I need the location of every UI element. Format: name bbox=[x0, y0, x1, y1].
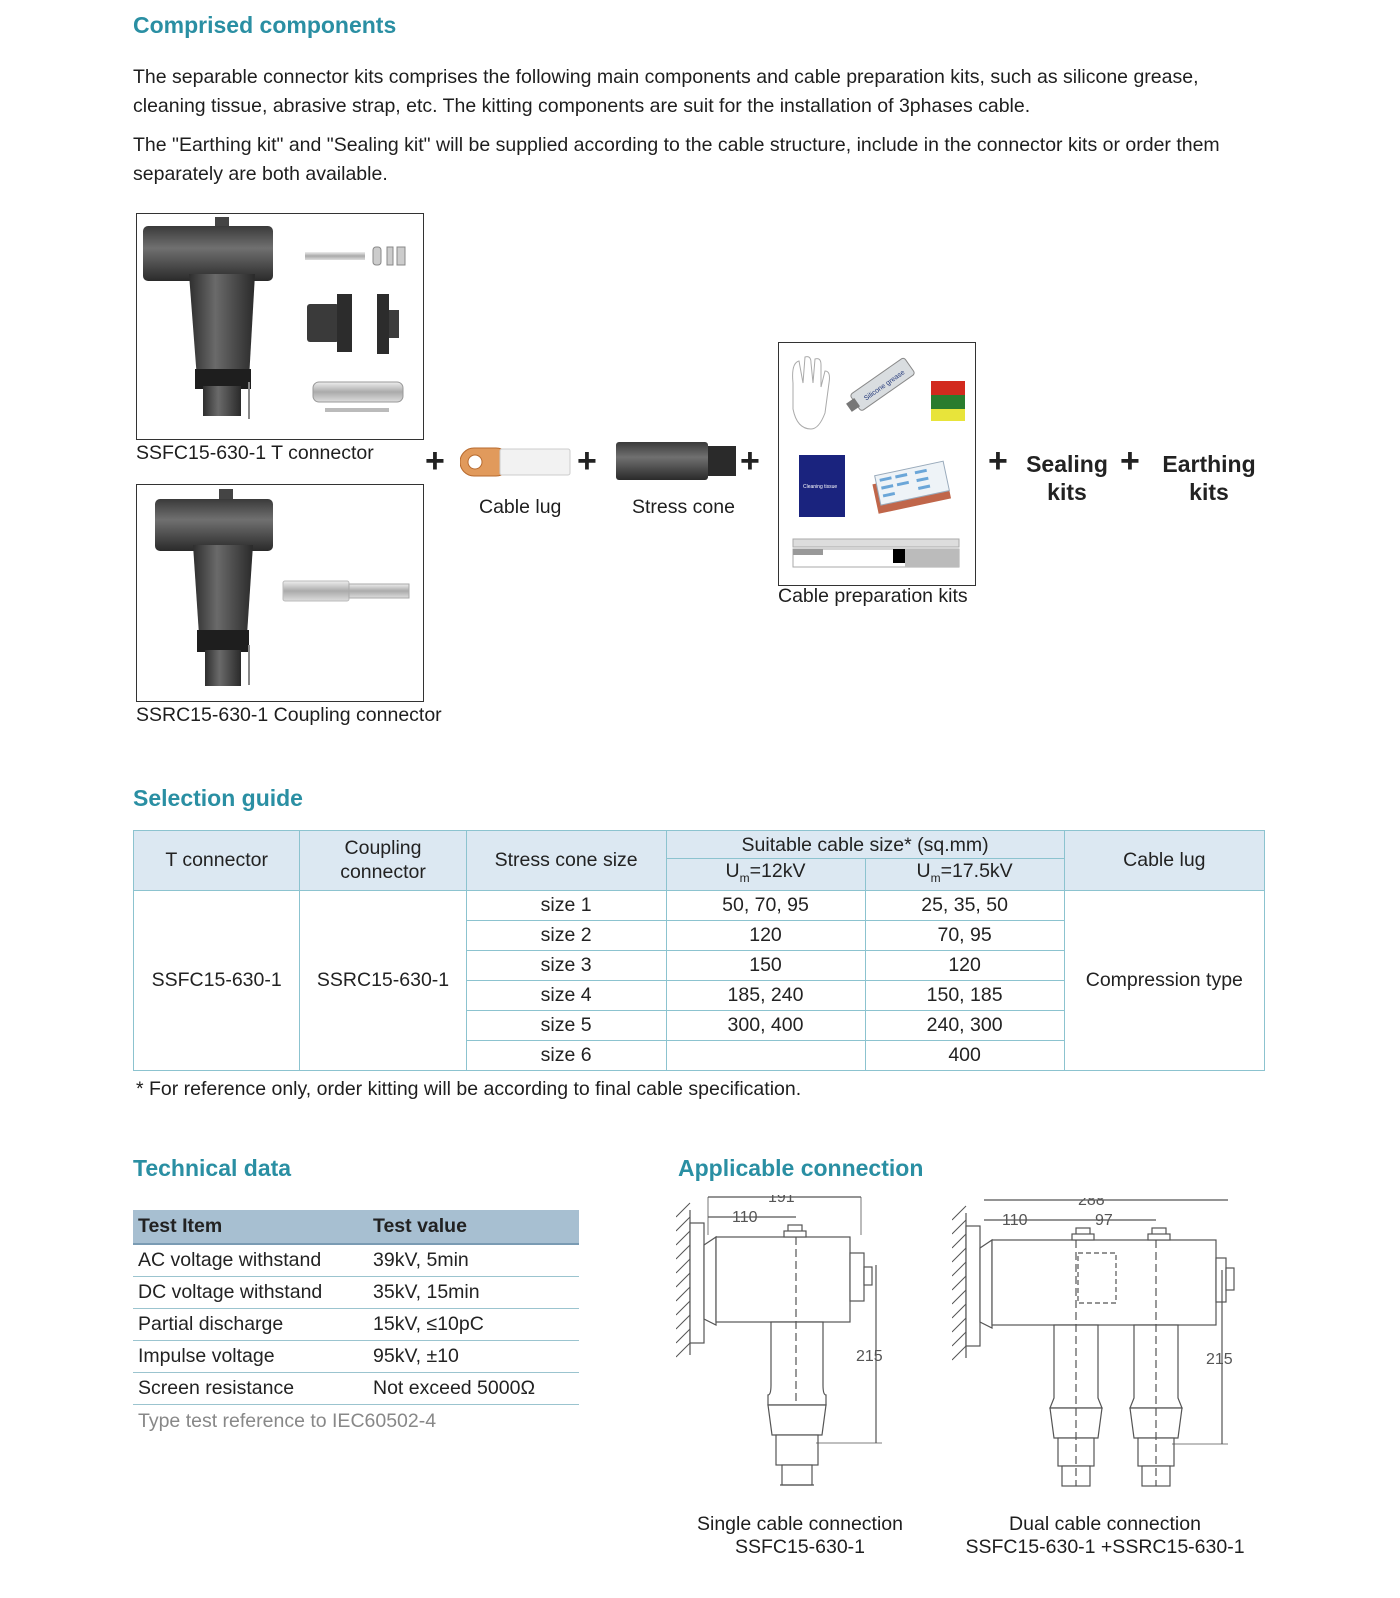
dim-height-single: 215 bbox=[856, 1348, 883, 1365]
cable-lug-photo bbox=[460, 446, 572, 483]
test-item-cell: AC voltage withstand bbox=[133, 1244, 368, 1277]
um17-cell: 240, 300 bbox=[865, 1010, 1064, 1040]
technical-note: Type test reference to IEC60502-4 bbox=[138, 1410, 437, 1432]
size-cell: size 2 bbox=[466, 920, 666, 950]
table-row bbox=[133, 1309, 579, 1341]
selection-footnote: * For reference only, order kitting will be according to final cable specification. bbox=[136, 1078, 802, 1100]
um17-cell: 400 bbox=[865, 1040, 1064, 1070]
um12-cell bbox=[666, 1040, 865, 1070]
header-cable-lug: Cable lug bbox=[1064, 831, 1264, 891]
header-um-12kv: $U_m=12kV$ bbox=[666, 859, 865, 891]
dual-caption-line2: SSFC15-630-1 +SSRC15-630-1 bbox=[965, 1536, 1245, 1558]
test-value-cell: 15kV, ≤10pC bbox=[368, 1309, 579, 1341]
cable-lug-caption: Cable lug bbox=[479, 496, 562, 518]
header-t-connector: T connector bbox=[134, 831, 300, 891]
plus-sign: + bbox=[988, 442, 1008, 480]
section-title-technical: Technical data bbox=[133, 1155, 292, 1181]
um17-cell: 120 bbox=[865, 950, 1064, 980]
cable-preparation-kits-photo bbox=[778, 342, 976, 586]
test-item-cell: Partial discharge bbox=[133, 1309, 368, 1341]
size-cell: size 6 bbox=[466, 1040, 666, 1070]
single-connection-caption bbox=[680, 1513, 920, 1559]
comprised-paragraph-2: The "Earthing kit" and "Sealing kit" will be supplied according to the cable structure, include in the connector kits or order them separately are both available. bbox=[133, 134, 1220, 185]
um17-cell: 25, 35, 50 bbox=[865, 890, 1064, 920]
um12-cell: 120 bbox=[666, 920, 865, 950]
table-row bbox=[133, 1373, 579, 1405]
um12-cell: 150 bbox=[666, 950, 865, 980]
coupling-connector-photo bbox=[136, 484, 424, 702]
section-title-applicable: Applicable connection bbox=[678, 1155, 924, 1181]
tissue-label: Cleaning tissue bbox=[803, 484, 838, 490]
table-row bbox=[133, 1277, 579, 1309]
um12-cell: 185, 240 bbox=[666, 980, 865, 1010]
header-test-item: Test Item bbox=[133, 1210, 368, 1244]
technical-table bbox=[133, 1210, 579, 1405]
selection-table bbox=[133, 830, 1265, 1071]
table-row bbox=[133, 1244, 579, 1277]
um17-cell: 150, 185 bbox=[865, 980, 1064, 1010]
t-connector-photo bbox=[136, 213, 424, 440]
size-cell: size 1 bbox=[466, 890, 666, 920]
t-connector-caption: SSFC15-630-1 T connector bbox=[136, 442, 374, 464]
dual-connection-drawing bbox=[952, 1198, 1252, 1523]
dim-left-dual: 110 bbox=[1002, 1212, 1028, 1229]
section-title-comprised: Comprised components bbox=[133, 12, 397, 38]
test-value-cell: 35kV, 15min bbox=[368, 1277, 579, 1309]
header-um-17-5kv: $U_m=17.5kV$ bbox=[865, 859, 1064, 891]
table-row bbox=[133, 1341, 579, 1373]
test-item-cell: Impulse voltage bbox=[133, 1341, 368, 1373]
cable-preparation-kits-caption: Cable preparation kits bbox=[778, 585, 968, 607]
dim-height-dual: 215 bbox=[1206, 1351, 1233, 1368]
test-item-cell: DC voltage withstand bbox=[133, 1277, 368, 1309]
dim-mid-dual: 97 bbox=[1095, 1212, 1113, 1229]
single-caption-line1: Single cable connection bbox=[697, 1513, 903, 1535]
um12-cell: 300, 400 bbox=[666, 1010, 865, 1040]
cable-lug-cell: Compression type bbox=[1064, 890, 1264, 1070]
dual-connection-caption bbox=[940, 1513, 1270, 1559]
plus-sign: + bbox=[1120, 442, 1140, 480]
header-suitable-cable-size: Suitable cable size* (sq.mm) bbox=[666, 831, 1064, 859]
stress-cone-photo bbox=[616, 440, 738, 487]
um17-cell: 70, 95 bbox=[865, 920, 1064, 950]
test-value-cell: Not exceed 5000Ω bbox=[368, 1373, 579, 1405]
test-item-cell: Screen resistance bbox=[133, 1373, 368, 1405]
dual-caption-line1: Dual cable connection bbox=[1009, 1513, 1201, 1535]
header-stress-cone-size: Stress cone size bbox=[466, 831, 666, 891]
dim-total-dual: 288 bbox=[1078, 1198, 1105, 1209]
plus-sign: + bbox=[740, 442, 760, 480]
test-value-cell: 39kV, 5min bbox=[368, 1244, 579, 1277]
plus-sign: + bbox=[577, 442, 597, 480]
coupling-connector-caption: SSRC15-630-1 Coupling connector bbox=[136, 704, 442, 726]
header-test-value: Test value bbox=[368, 1210, 579, 1244]
sealing-kits-label: Sealing kits bbox=[1026, 451, 1108, 505]
header-coupling-connector: Coupling connector bbox=[300, 831, 466, 891]
single-connection-drawing bbox=[676, 1195, 926, 1520]
dim-left-single: 110 bbox=[732, 1209, 758, 1226]
um12-cell: 50, 70, 95 bbox=[666, 890, 865, 920]
single-caption-line2: SSFC15-630-1 bbox=[734, 1536, 866, 1558]
size-cell: size 5 bbox=[466, 1010, 666, 1040]
test-value-cell: 95kV, ±10 bbox=[368, 1341, 579, 1373]
earthing-kits-label: Earthing kits bbox=[1162, 451, 1256, 505]
size-cell: size 4 bbox=[466, 980, 666, 1010]
plus-sign: + bbox=[425, 442, 445, 480]
comprised-paragraph-1: The separable connector kits comprises the following main components and cable preparation kits, such as silicone grease, cleaning tissue, abrasive strap, etc. The kitting components are suit for the installation of 3phases cable. bbox=[133, 66, 1199, 117]
t-connector-cell: SSFC15-630-1 bbox=[134, 890, 300, 1070]
size-cell: size 3 bbox=[466, 950, 666, 980]
dim-total-single: 191 bbox=[768, 1195, 795, 1206]
coupling-connector-cell: SSRC15-630-1 bbox=[300, 890, 466, 1070]
stress-cone-caption: Stress cone bbox=[632, 496, 735, 518]
grease-label: Silicone grease bbox=[863, 369, 907, 403]
table-row bbox=[134, 890, 1265, 920]
section-title-selection: Selection guide bbox=[133, 785, 303, 811]
